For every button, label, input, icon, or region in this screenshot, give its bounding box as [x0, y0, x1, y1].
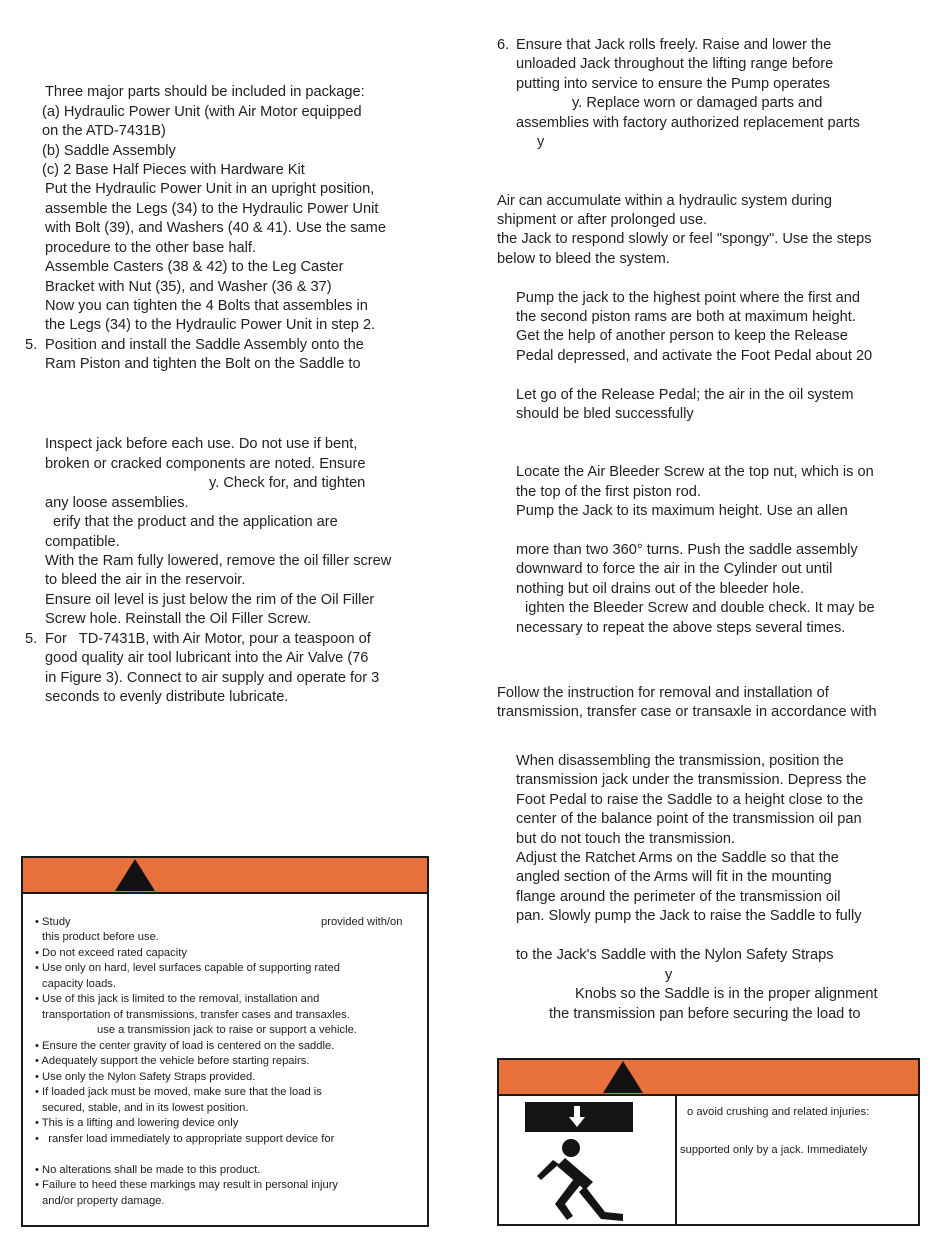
warning-line: • ransfer load immediately to appropriate support device for	[35, 1133, 335, 1145]
crush-warning-line: supported only by a jack. Immediately	[680, 1144, 868, 1156]
text-line: the second piston rams are both at maximum height.	[516, 309, 856, 325]
warning-triangle-icon	[603, 1061, 643, 1093]
text-line: Adjust the Ratchet Arms on the Saddle so that the	[516, 850, 839, 866]
warning-line: provided with/on	[321, 916, 403, 928]
warning-box	[21, 856, 429, 1227]
text-line: ighten the Bleeder Screw and double check. It may be	[525, 600, 875, 616]
text-line: the Legs (34) to the Hydraulic Power Unit in step 2.	[45, 317, 376, 333]
text-line: any loose assemblies.	[45, 495, 189, 511]
text-line: below to bleed the system.	[497, 251, 670, 267]
text-line: (b) Saddle Assembly	[42, 143, 176, 159]
crushing-hazard-icon	[523, 1100, 633, 1224]
text-line: Position and install the Saddle Assembly onto the	[45, 337, 364, 353]
warning-line: secured, stable, and in its lowest position.	[42, 1102, 249, 1114]
text-line: (c) 2 Base Half Pieces with Hardware Kit	[42, 162, 305, 178]
step-number: 6.	[497, 37, 510, 53]
text-line: putting into service to ensure the Pump operates	[516, 76, 830, 92]
text-line: Get the help of another person to keep the Release	[516, 328, 848, 344]
warning-line: this product before use.	[42, 931, 159, 943]
text-line: broken or cracked components are noted. Ensure	[45, 456, 366, 472]
text-line: Now you can tighten the 4 Bolts that assembles in	[45, 298, 368, 314]
text-line: Ram Piston and tighten the Bolt on the Saddle to	[45, 356, 361, 372]
text-line: For TD-7431B, with Air Motor, pour a teaspoon of	[45, 631, 371, 647]
text-line: Assemble Casters (38 & 42) to the Leg Caster	[45, 259, 344, 275]
text-line: the top of the first piston rod.	[516, 484, 701, 500]
text-line: center of the balance point of the transmission oil pan	[516, 811, 862, 827]
text-line: Foot Pedal to raise the Saddle to a height close to the	[516, 792, 864, 808]
text-line: Follow the instruction for removal and installation of	[497, 685, 829, 701]
warning-line: and/or property damage.	[42, 1195, 165, 1207]
warning-line: • Ensure the center gravity of load is centered on the saddle.	[35, 1040, 335, 1052]
step-number: 5.	[25, 337, 38, 353]
text-line: Locate the Air Bleeder Screw at the top nut, which is on	[516, 464, 874, 480]
text-line: the Jack to respond slowly or feel "spongy". Use the steps	[497, 231, 872, 247]
text-line: y	[665, 967, 673, 983]
text-line: When disassembling the transmission, position the	[516, 753, 844, 769]
text-line: (a) Hydraulic Power Unit (with Air Motor equipped	[42, 104, 362, 120]
warning-line: • No alterations shall be made to this product.	[35, 1164, 261, 1176]
text-line: necessary to repeat the above steps several times.	[516, 620, 846, 636]
warning-line: • Failure to heed these markings may result in personal injury	[35, 1179, 339, 1191]
warning-line: use a transmission jack to raise or support a vehicle.	[97, 1024, 357, 1036]
text-line: y	[537, 134, 545, 150]
text-line: Inspect jack before each use. Do not use if bent,	[45, 436, 358, 452]
warning-line: • If loaded jack must be moved, make sure that the load is	[35, 1086, 322, 1098]
text-line: Air can accumulate within a hydraulic system during	[497, 193, 832, 209]
text-line: Pump the Jack to its maximum height. Use an allen	[516, 503, 848, 519]
box-divider	[675, 1094, 677, 1224]
text-line: erify that the product and the application are	[53, 514, 338, 530]
text-line: Bracket with Nut (35), and Washer (36 & 37)	[45, 279, 332, 295]
warning-line: • Use only on hard, level surfaces capable of supporting rated	[35, 962, 340, 974]
warning-line: • Do not exceed rated capacity	[35, 947, 187, 959]
warning-line: • This is a lifting and lowering device only	[35, 1117, 239, 1129]
text-line: with Bolt (39), and Washers (40 & 41). Use the same	[45, 220, 386, 236]
text-line: With the Ram fully lowered, remove the oil filler screw	[45, 553, 392, 569]
text-line: pan. Slowly pump the Jack to raise the Saddle to fully	[516, 908, 862, 924]
text-line: Screw hole. Reinstall the Oil Filler Screw.	[45, 611, 312, 627]
text-line: compatible.	[45, 534, 120, 550]
warning-triangle-icon	[115, 859, 155, 891]
text-line: angled section of the Arms will fit in the mounting	[516, 869, 832, 885]
text-line: Ensure oil level is just below the rim of the Oil Filler	[45, 592, 375, 608]
warning-line: transportation of transmissions, transfer cases and transaxles.	[42, 1009, 350, 1021]
warning-line: • Adequately support the vehicle before starting repairs.	[35, 1055, 310, 1067]
text-line: assemble the Legs (34) to the Hydraulic Power Unit	[45, 201, 379, 217]
text-line: downward to force the air in the Cylinder out until	[516, 561, 833, 577]
text-line: procedure to the other base half.	[45, 240, 256, 256]
text-line: but do not touch the transmission.	[516, 831, 736, 847]
text-line: y. Replace worn or damaged parts and	[572, 95, 823, 111]
text-line: on the ATD-7431B)	[42, 123, 166, 139]
crush-warning-line: o avoid crushing and related injuries:	[687, 1106, 870, 1118]
text-line: seconds to evenly distribute lubricate.	[45, 689, 289, 705]
text-line: transmission, transfer case or transaxle in accordance with	[497, 704, 877, 720]
crush-warning-header	[499, 1060, 918, 1096]
text-line: should be bled successfully	[516, 406, 694, 422]
warning-header	[23, 858, 427, 894]
step-number: 5.	[25, 631, 38, 647]
text-line: Let go of the Release Pedal; the air in the oil system	[516, 387, 854, 403]
text-line: more than two 360° turns. Push the saddle assembly	[516, 542, 858, 558]
warning-line: • Use of this jack is limited to the removal, installation and	[35, 993, 320, 1005]
text-line: Three major parts should be included in package:	[45, 84, 365, 100]
crush-warning-box	[497, 1058, 920, 1226]
text-line: shipment or after prolonged use.	[497, 212, 708, 228]
text-line: to the Jack's Saddle with the Nylon Safety Straps	[516, 947, 834, 963]
text-line: nothing but oil drains out of the bleeder hole.	[516, 581, 805, 597]
text-line: unloaded Jack throughout the lifting range before	[516, 56, 834, 72]
text-line: Pedal depressed, and activate the Foot Pedal about 20	[516, 348, 873, 364]
text-line: flange around the perimeter of the transmission oil	[516, 889, 841, 905]
text-line: to bleed the air in the reservoir.	[45, 572, 246, 588]
warning-line: capacity loads.	[42, 978, 117, 990]
text-line: assemblies with factory authorized replacement parts	[516, 115, 860, 131]
text-line: the transmission pan before securing the load to	[549, 1006, 861, 1022]
text-line: Pump the jack to the highest point where the first and	[516, 290, 860, 306]
text-line: Put the Hydraulic Power Unit in an upright position,	[45, 181, 375, 197]
text-line: y. Check for, and tighten	[209, 475, 366, 491]
warning-line: • Study	[35, 916, 71, 928]
text-line: in Figure 3). Connect to air supply and operate for 3	[45, 670, 380, 686]
text-line: transmission jack under the transmission. Depress the	[516, 772, 867, 788]
text-line: Knobs so the Saddle is in the proper alignment	[575, 986, 878, 1002]
text-line: Ensure that Jack rolls freely. Raise and lower the	[516, 37, 832, 53]
text-line: good quality air tool lubricant into the Air Valve (76	[45, 650, 369, 666]
warning-line: • Use only the Nylon Safety Straps provided.	[35, 1071, 256, 1083]
